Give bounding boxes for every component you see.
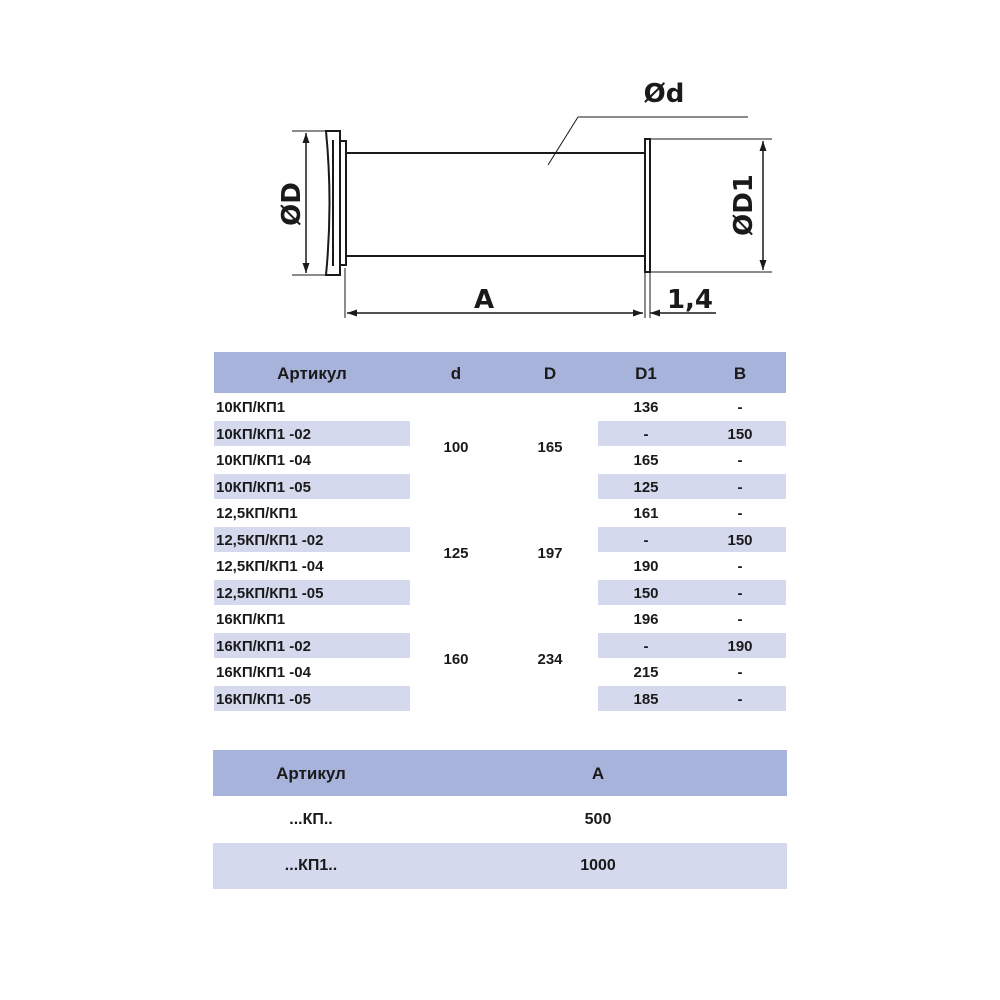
cell-article: 12,5КП/КП1 -02: [216, 531, 324, 549]
cell-A: 1000: [580, 857, 616, 874]
cell-D1: 185: [633, 690, 659, 708]
cell-D: 234: [537, 650, 563, 668]
duct-drawing: [0, 0, 1000, 330]
col-header-D: D: [543, 364, 557, 383]
dim-D1-label: ØD1: [729, 174, 759, 236]
cell-D1: -: [643, 637, 649, 655]
table-row: [213, 797, 787, 843]
cell-B: -: [737, 505, 743, 522]
table-row: [213, 843, 787, 889]
cell-article: 12,5КП/КП1: [216, 505, 298, 522]
pipe-body: [346, 153, 645, 256]
col-header-A: A: [591, 764, 605, 783]
cell-article: 10КП/КП1 -04: [216, 452, 311, 469]
cell-A: 500: [584, 811, 612, 828]
cell-D1: 215: [633, 664, 659, 681]
cell-B: -: [737, 664, 743, 681]
cell-D: 197: [537, 544, 563, 562]
cell-D1: 150: [633, 584, 659, 602]
cell-B: 190: [727, 637, 753, 655]
col-header-B: B: [733, 364, 747, 383]
col-header-article: Артикул: [276, 764, 346, 783]
cell-article: 16КП/КП1 -02: [216, 637, 311, 655]
cell-B: -: [737, 611, 743, 628]
end-plate: [645, 139, 650, 272]
cell-article: 16КП/КП1 -04: [216, 664, 311, 681]
col-header-D1: D1: [635, 364, 657, 383]
cell-B: -: [737, 478, 743, 496]
cell-article: 12,5КП/КП1 -05: [216, 584, 324, 602]
cell-article: ...КП1..: [284, 857, 338, 874]
cell-article: 10КП/КП1 -02: [216, 425, 311, 443]
cell-B: -: [737, 399, 743, 416]
table-header: [213, 750, 787, 796]
cell-B: -: [737, 558, 743, 575]
cell-D1: 196: [633, 611, 659, 628]
cell-D1: 161: [633, 505, 659, 522]
dim-A-label: A: [473, 285, 495, 315]
table-header: [214, 352, 786, 393]
cell-D1: 136: [633, 399, 659, 416]
cell-D1: -: [643, 531, 649, 549]
cell-D1: 190: [633, 558, 659, 575]
cell-article: 16КП/КП1 -05: [216, 690, 311, 708]
cell-B: 150: [727, 531, 753, 549]
cell-article: 16КП/КП1: [216, 611, 286, 628]
cell-d: 100: [443, 438, 469, 456]
dim-gap-label: 1,4: [666, 285, 714, 315]
flange-left: [326, 131, 346, 275]
dim-D-label: ØD: [277, 182, 307, 226]
cell-D1: -: [643, 425, 649, 443]
cell-article: 10КП/КП1 -05: [216, 478, 311, 496]
cell-article: ...КП..: [289, 811, 333, 828]
cell-D1: 165: [633, 452, 659, 469]
cell-B: -: [737, 452, 743, 469]
cell-D: 165: [537, 438, 563, 456]
cell-d: 160: [443, 650, 469, 668]
cell-B: 150: [727, 425, 753, 443]
cell-B: -: [737, 584, 743, 602]
col-header-article: Артикул: [277, 364, 347, 383]
dim-d-label: Ød: [643, 79, 685, 109]
cell-B: -: [737, 690, 743, 708]
cell-D1: 125: [633, 478, 659, 496]
cell-d: 125: [443, 544, 469, 562]
cell-article: 12,5КП/КП1 -04: [216, 558, 324, 575]
cell-article: 10КП/КП1: [216, 399, 286, 416]
col-header-d: d: [450, 364, 462, 383]
